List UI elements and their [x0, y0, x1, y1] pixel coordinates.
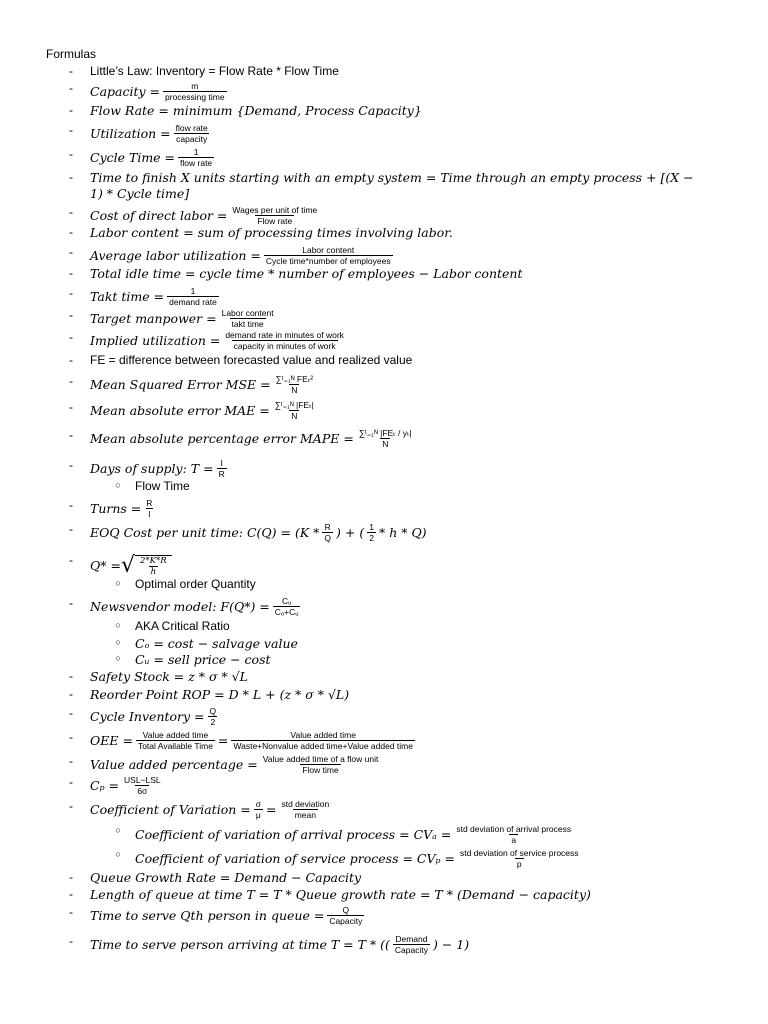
formula-text: Time to finish X units starting with an empty system = Time through an empty process + [(X − 1) * Cycle time] [90, 170, 694, 201]
formula [90, 669, 248, 684]
bullet: - [69, 400, 73, 414]
formula-fraction [273, 400, 316, 421]
formula-numerator: Demand [395, 934, 428, 944]
formula-fraction [327, 905, 364, 926]
sub-bullet: ○ [115, 620, 121, 630]
formula-numerator: demand rate in minutes of work [225, 330, 344, 340]
formula-numerator: Value added time [142, 730, 209, 740]
list-item [0, 730, 740, 750]
formula-denominator: h [150, 566, 157, 577]
list-item [0, 669, 740, 689]
formula-denominator: Cycle time*number of employees [265, 256, 391, 266]
list-item [0, 706, 740, 726]
list-item [0, 81, 740, 101]
bullet: - [69, 103, 73, 117]
bullet: - [69, 308, 73, 322]
sub-bullet: ○ [115, 578, 121, 588]
formula-second-fraction [279, 799, 331, 820]
formula-numerator: ∑ᵗ₌₁ᴺ |FEₜ| [274, 400, 314, 410]
list-item [0, 400, 740, 420]
list-item [0, 799, 740, 819]
formula-second-fraction [231, 730, 415, 751]
list-item [0, 428, 740, 448]
formula [90, 81, 230, 102]
formula-lhs: Target manpower = [90, 311, 217, 326]
bullet: - [69, 905, 73, 919]
formula [90, 308, 279, 329]
formula-numerator: Value added time of a flow unit [262, 754, 379, 764]
formula-numerator: ∑ᵗ₌₁ᴺ FEₜ² [275, 374, 314, 384]
bullet: - [69, 353, 73, 367]
formula-numerator: R [146, 498, 153, 508]
list-item [0, 330, 740, 350]
formula [90, 706, 221, 727]
list-item [0, 687, 740, 707]
formula-lhs: Cycle Time = [90, 150, 176, 165]
list-item [0, 775, 740, 795]
formula-numerator: Wages per unit of time [232, 205, 318, 215]
bullet: - [69, 934, 73, 948]
formula-denominator: Cₒ+Cᵤ [274, 607, 299, 617]
formula [135, 577, 256, 591]
formula [90, 400, 319, 421]
formula-fraction [217, 458, 227, 479]
formula [90, 123, 213, 144]
formula [90, 687, 349, 702]
formula-text: Cᵤ = sell price − cost [135, 652, 271, 667]
formula-lhs: Time to serve person arriving at time T = T * (( [90, 937, 390, 952]
formula [90, 286, 222, 307]
list-item [0, 308, 740, 328]
formula-lhs: EOQ Cost per unit time: C(Q) = (K * [90, 525, 320, 540]
formula-numerator: 2*K*R [139, 555, 167, 566]
formula-numerator: Q [209, 706, 217, 716]
bullet: - [69, 245, 73, 259]
formula-fraction [254, 799, 263, 820]
formula-fraction [163, 81, 227, 102]
sub-bullet: ○ [115, 480, 121, 490]
formula-lhs: Turns = [90, 501, 142, 516]
formula-rhs: ) + ( [336, 525, 365, 540]
formula-fraction [220, 308, 276, 329]
list-item [0, 225, 740, 245]
bullet: - [69, 147, 73, 161]
formula-text: Flow Time [135, 479, 190, 493]
list-item [0, 353, 740, 373]
bullet: - [69, 123, 73, 137]
sub-bullet: ○ [115, 637, 121, 647]
list-item [0, 266, 740, 286]
formula [90, 730, 418, 751]
formula-fraction [454, 824, 573, 845]
bullet: - [69, 522, 73, 536]
formula-fraction [174, 123, 210, 144]
formula-denominator: takt time [231, 319, 264, 329]
formula [135, 848, 584, 869]
formula-text: FE = difference between forecasted value and realized value [90, 353, 413, 367]
formula [90, 330, 349, 351]
formula-rhs: = [217, 733, 229, 748]
formula-denominator: 6σ [137, 786, 148, 796]
formula [90, 353, 412, 367]
formula-text: Length of queue at time T = T * Queue growth rate = T * (Demand − capacity) [90, 887, 591, 902]
bullet: - [69, 669, 73, 683]
formula-second-numerator: Value added time [290, 730, 356, 740]
formula [135, 619, 230, 633]
formula-fraction [322, 522, 333, 543]
bullet: - [69, 286, 73, 300]
formula-numerator: I [220, 458, 223, 468]
formula-text: AKA Critical Ratio [135, 619, 230, 633]
formula-text: Total idle time = cycle time * number of employees − Labor content [90, 266, 523, 281]
bullet: - [69, 81, 73, 95]
formula [90, 934, 469, 955]
formula-fraction [223, 330, 346, 351]
formula-denominator: N [382, 439, 389, 449]
bullet: - [69, 330, 73, 344]
formula-numerator: USL−LSL [124, 775, 161, 785]
formula-text: Reorder Point ROP = D * L + (z * σ * √L) [90, 687, 350, 702]
list-item [0, 147, 740, 167]
bullet: - [69, 266, 73, 280]
formula-fraction [261, 754, 381, 775]
formula-denominator: Q [324, 533, 332, 543]
sub-bullet: ○ [115, 849, 121, 859]
list-item [0, 934, 740, 954]
formula-lhs: Coefficient of variation of service process = CVₚ = [135, 851, 455, 866]
formula-numerator: σ [255, 799, 261, 809]
formula [90, 103, 422, 118]
formula-lhs: Implied utilization = [90, 333, 221, 348]
formula-denominator: Total Available Time [137, 741, 213, 751]
bullet: - [69, 498, 73, 512]
formula-second-denominator: 2 [369, 533, 374, 543]
formula [90, 64, 339, 78]
bullet: - [69, 754, 73, 768]
formula [135, 479, 190, 493]
formula [90, 458, 230, 479]
list-item [0, 103, 740, 123]
list-item [0, 123, 740, 143]
formula-fraction [167, 286, 219, 307]
formula-second-denominator: Waste+Nonvalue added time+Value added time [233, 741, 413, 751]
formula [90, 225, 453, 240]
formula-lhs: Cycle Inventory = [90, 709, 205, 724]
formula-text: Cₒ = cost − salvage value [135, 636, 298, 651]
formula-lhs: Cost of direct labor = [90, 208, 228, 223]
list-item [0, 170, 740, 201]
formula-text: Optimal order Quantity [135, 577, 256, 591]
formula-text: Flow Rate = minimum {Demand, Process Capacity} [90, 103, 422, 118]
formula [90, 887, 591, 902]
formula-lhs: Utilization = [90, 126, 171, 141]
bullet: - [69, 730, 73, 744]
formula [90, 428, 417, 449]
formula-fraction [357, 428, 414, 449]
bullet: - [69, 596, 73, 610]
list-item [0, 479, 740, 499]
formula [90, 374, 318, 395]
formula-denominator: demand rate [169, 297, 217, 307]
formula-denominator: Capacity [329, 916, 363, 926]
formula-denominator: μ [255, 810, 261, 820]
formula-fraction [178, 147, 214, 168]
list-item [0, 374, 740, 394]
list-item [0, 887, 740, 907]
formula-second-fraction [367, 522, 376, 543]
formula [90, 905, 367, 926]
formula-numerator: std deviation of service process [459, 848, 579, 858]
list-item [0, 848, 740, 868]
formula [90, 266, 523, 281]
formula [90, 245, 396, 266]
formula-rhs: = [265, 802, 277, 817]
formula-numerator: 1 [193, 147, 199, 157]
list-item [0, 205, 740, 225]
bullet: - [69, 205, 73, 219]
list-item [0, 522, 740, 542]
formula-denominator: Flow rate [257, 216, 293, 226]
bullet: - [69, 225, 73, 239]
sub-bullet: ○ [115, 825, 121, 835]
formula-numerator: flow rate [175, 123, 208, 133]
formula-lhs: Mean Squared Error MSE = [90, 377, 271, 392]
formula-lhs: Average labor utilization = [90, 248, 261, 263]
list-item [0, 754, 740, 774]
bullet: - [69, 799, 73, 813]
page-title: Formulas [46, 47, 97, 61]
list-item [0, 458, 740, 478]
formula-fraction [273, 596, 301, 617]
radical-sign: √ [120, 553, 135, 578]
formula-fraction [122, 775, 163, 796]
formula-denominator: I [148, 509, 151, 519]
formula-second-numerator: std deviation [281, 799, 330, 809]
formula [90, 522, 427, 543]
bullet: - [69, 706, 73, 720]
formula-text: Safety Stock = z * σ * √L [90, 669, 248, 684]
bullet: - [69, 374, 73, 388]
formula-fraction [144, 498, 154, 519]
formula [135, 824, 576, 845]
list-item [0, 905, 740, 925]
formula-lhs: Value added percentage = [90, 757, 258, 772]
formula-numerator: Labor content [221, 308, 274, 318]
formula-lhs: Days of supply: T = [90, 461, 214, 476]
bullet: - [69, 553, 73, 567]
formula-numerator: m [191, 81, 199, 91]
formula-lhs: Q* = [90, 558, 121, 573]
formula-denominator: R [218, 469, 225, 479]
formula-denominator: processing time [165, 92, 225, 102]
formula-fraction [136, 730, 215, 751]
formula-lhs: Coefficient of Variation = [90, 802, 251, 817]
formula [90, 596, 303, 617]
formula-lhs: OEE = [90, 733, 133, 748]
sub-bullet: ○ [115, 653, 121, 663]
list-item [0, 245, 740, 265]
formula-numerator: std deviation of arrival process [456, 824, 572, 834]
formula [135, 636, 298, 651]
formula-fraction [208, 706, 219, 727]
formula-numerator: Labor content [302, 245, 355, 255]
formula-fraction [230, 205, 319, 226]
list-item [0, 286, 740, 306]
formula-second-numerator: 1 [369, 522, 374, 532]
list-item [0, 596, 740, 616]
formula-fraction [458, 848, 581, 869]
bullet: - [69, 64, 73, 78]
list-item [0, 824, 740, 844]
formula-numerator: ∑ᵗ₌₁ᴺ |FEₜ / yₜ| [358, 428, 412, 438]
formula-denominator: N [291, 385, 298, 395]
bullet: - [69, 170, 73, 184]
formula-lhs: Coefficient of variation of arrival process = CVₐ = [135, 827, 452, 842]
formula-denominator: p [516, 859, 522, 869]
formula-lhs: Time to serve Qth person in queue = [90, 908, 325, 923]
bullet: - [69, 775, 73, 789]
formula [90, 870, 361, 885]
formula-fraction [274, 374, 316, 395]
formula-rhs-tail: * h * Q) [378, 525, 427, 540]
formula-denominator: capacity in minutes of work [233, 341, 336, 351]
formula [90, 205, 322, 226]
list-item [0, 498, 740, 518]
formula [90, 754, 383, 775]
formula-lhs: Cₚ = [90, 778, 120, 793]
radicand [135, 555, 172, 577]
formula-fraction [264, 245, 393, 266]
formula-lhs: Capacity = [90, 84, 161, 99]
bullet: - [69, 458, 73, 472]
bullet: - [69, 687, 73, 701]
formula [90, 799, 334, 820]
formula-fraction [138, 556, 169, 577]
bullet: - [69, 428, 73, 442]
formula-numerator: 1 [190, 286, 196, 296]
formula-lhs: Takt time = [90, 289, 165, 304]
formula-denominator: Capacity [394, 945, 428, 955]
formula-lhs: Newsvendor model: F(Q*) = [90, 599, 270, 614]
formula [135, 652, 271, 667]
formula [90, 147, 217, 168]
formula-lhs: Mean absolute error MAE = [90, 403, 270, 418]
formula-denominator: 2 [210, 717, 216, 727]
formula-second-denominator: mean [294, 810, 316, 820]
formula [90, 498, 157, 519]
bullet: - [69, 887, 73, 901]
formula-denominator: capacity [176, 134, 208, 144]
formula-denominator: N [291, 411, 298, 421]
list-item [0, 577, 740, 597]
formula-numerator: Q [342, 905, 350, 915]
formula [90, 775, 166, 796]
formula-rhs: ) − 1) [432, 937, 470, 952]
formula-denominator: Flow time [302, 765, 339, 775]
formula-fraction [393, 934, 430, 955]
bullet: - [69, 870, 73, 884]
formula-denominator: flow rate [180, 158, 213, 168]
formula-text: Labor content = sum of processing times involving labor. [90, 225, 453, 240]
formula-lhs: Mean absolute percentage error MAPE = [90, 431, 354, 446]
formula-text: Little’s Law: Inventory = Flow Rate * Flow Time [90, 64, 339, 78]
formula [90, 553, 172, 578]
formula-text: Queue Growth Rate = Demand − Capacity [90, 870, 362, 885]
list-item [0, 553, 740, 578]
formula-numerator: Cᵤ [281, 596, 292, 606]
formula-numerator: R [324, 522, 331, 532]
formula-denominator: a [511, 835, 517, 845]
square-root [121, 553, 172, 578]
